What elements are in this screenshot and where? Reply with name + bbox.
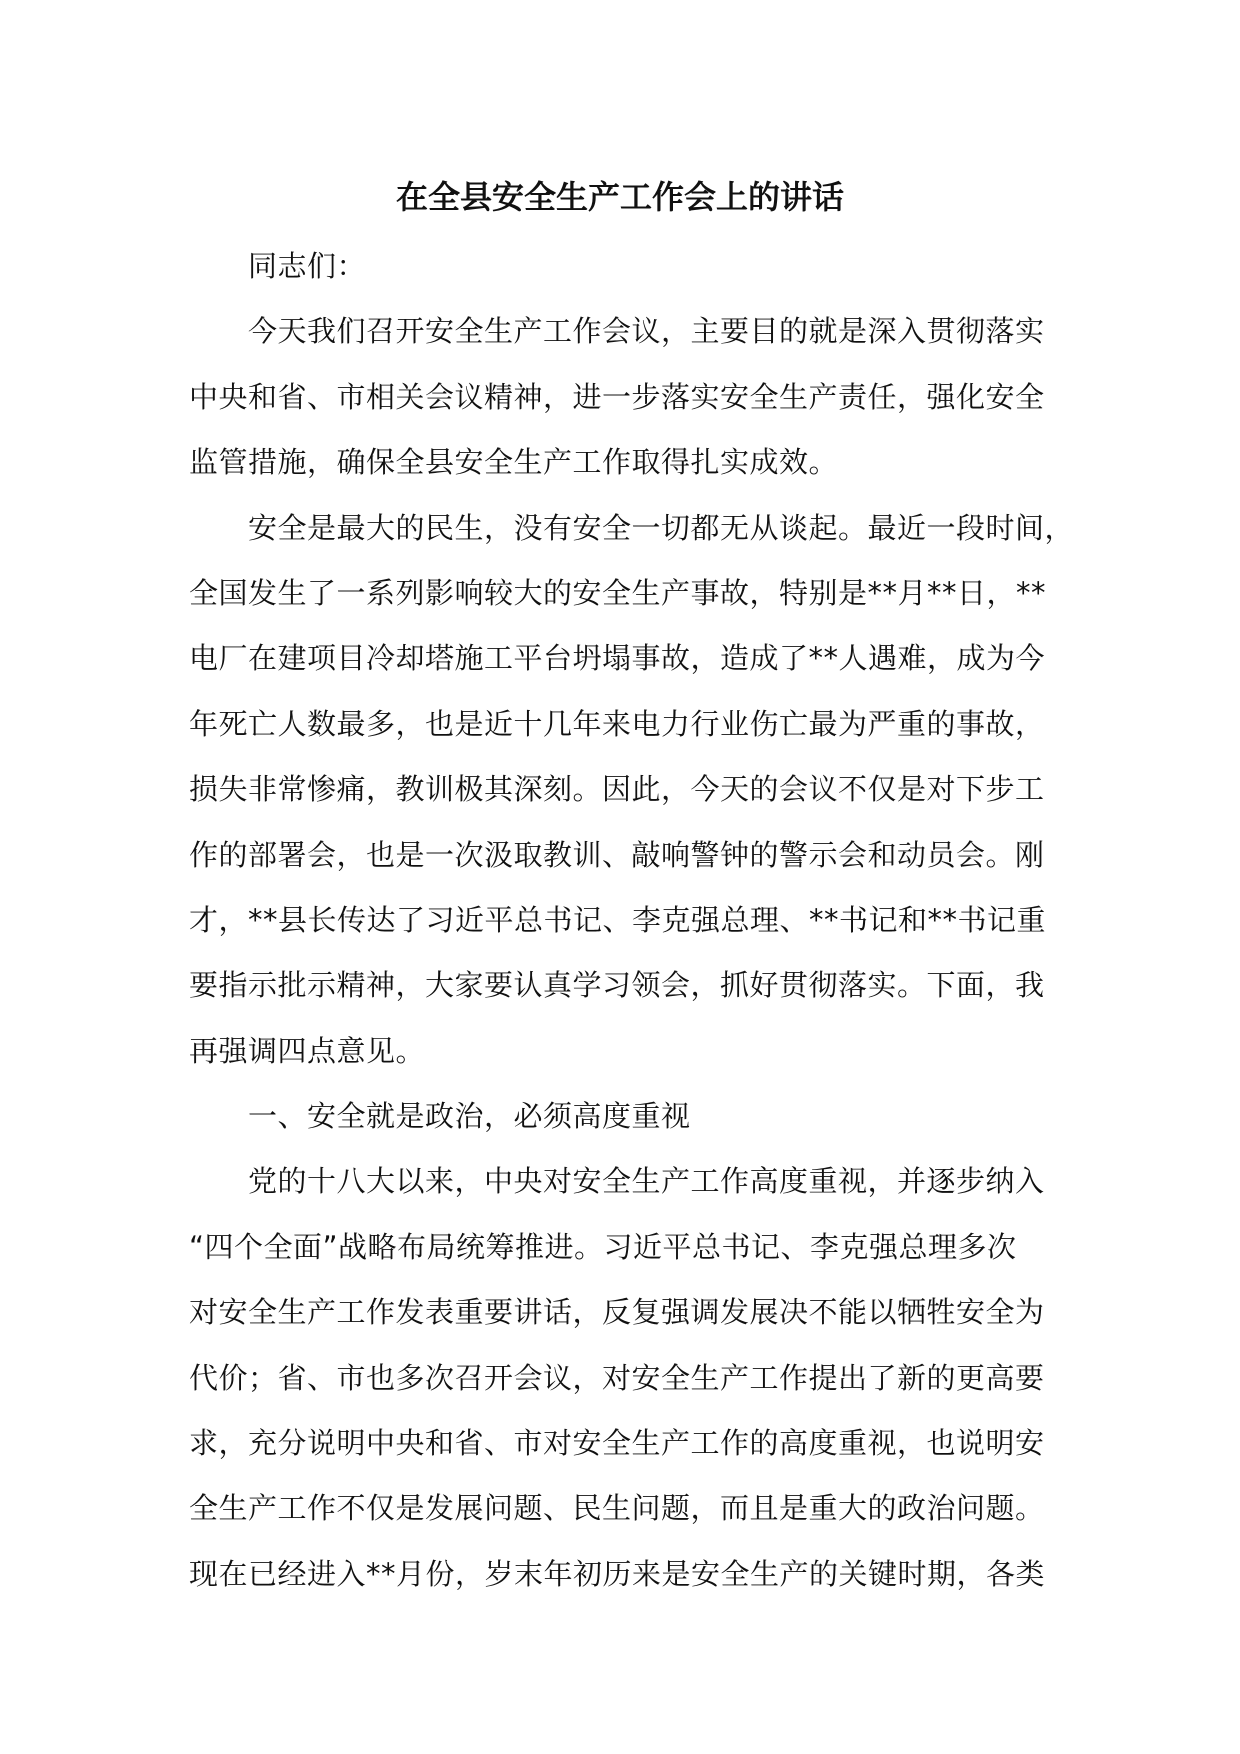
text-line: “四个全面”战略布局统筹推进。习近平总书记、李克强总理多次	[189, 1229, 1017, 1264]
document-body	[189, 234, 1075, 1607]
text-line: 安全是最大的民生，没有安全一切都无从谈起。最近一段时间，	[248, 510, 1075, 545]
text-line: 才，**县长传达了习近平总书记、李克强总理、**书记和**书记重	[189, 902, 1047, 937]
text-line: 同志们：	[248, 249, 367, 283]
text-line: 全生产工作不仅是发展问题、民生问题，而且是重大的政治问题。	[189, 1491, 1045, 1526]
text-line: 电厂在建项目冷却塔施工平台坍塌事故，造成了**人遇难，成为今	[189, 641, 1046, 676]
text-line: 现在已经进入**月份，岁末年初历来是安全生产的关键时期，各类	[189, 1556, 1046, 1591]
text-line: 求，充分说明中央和省、市对安全生产工作的高度重视，也说明安	[189, 1426, 1045, 1461]
document-title: 在全县安全生产工作会上的讲话	[395, 178, 844, 216]
text-line: 今天我们召开安全生产工作会议，主要目的就是深入贯彻落实	[248, 314, 1045, 349]
text-line: 一、安全就是政治，必须高度重视	[248, 1099, 691, 1134]
text-line: 对安全生产工作发表重要讲话，反复强调发展决不能以牺牲安全为	[189, 1295, 1045, 1330]
text-line: 再强调四点意见。	[189, 1033, 426, 1068]
text-line: 监管措施，确保全县安全生产工作取得扎实成效。	[189, 445, 839, 480]
text-line: 要指示批示精神，大家要认真学习领会，抓好贯彻落实。下面，我	[189, 968, 1045, 1003]
text-line: 作的部署会，也是一次汲取教训、敲响警钟的警示会和动员会。刚	[189, 837, 1045, 872]
text-line: 年死亡人数最多，也是近十几年来电力行业伤亡最为严重的事故，	[189, 706, 1045, 741]
text-line: 全国发生了一系列影响较大的安全生产事故，特别是**月**日，**	[189, 575, 1047, 610]
text-line: 代价；省、市也多次召开会议，对安全生产工作提出了新的更高要	[189, 1360, 1045, 1395]
text-line: 中央和省、市相关会议精神，进一步落实安全生产责任，强化安全	[189, 379, 1045, 414]
text-line: 党的十八大以来，中央对安全生产工作高度重视，并逐步纳入	[248, 1164, 1045, 1199]
text-line: 损失非常惨痛，教训极其深刻。因此，今天的会议不仅是对下步工	[189, 772, 1045, 807]
